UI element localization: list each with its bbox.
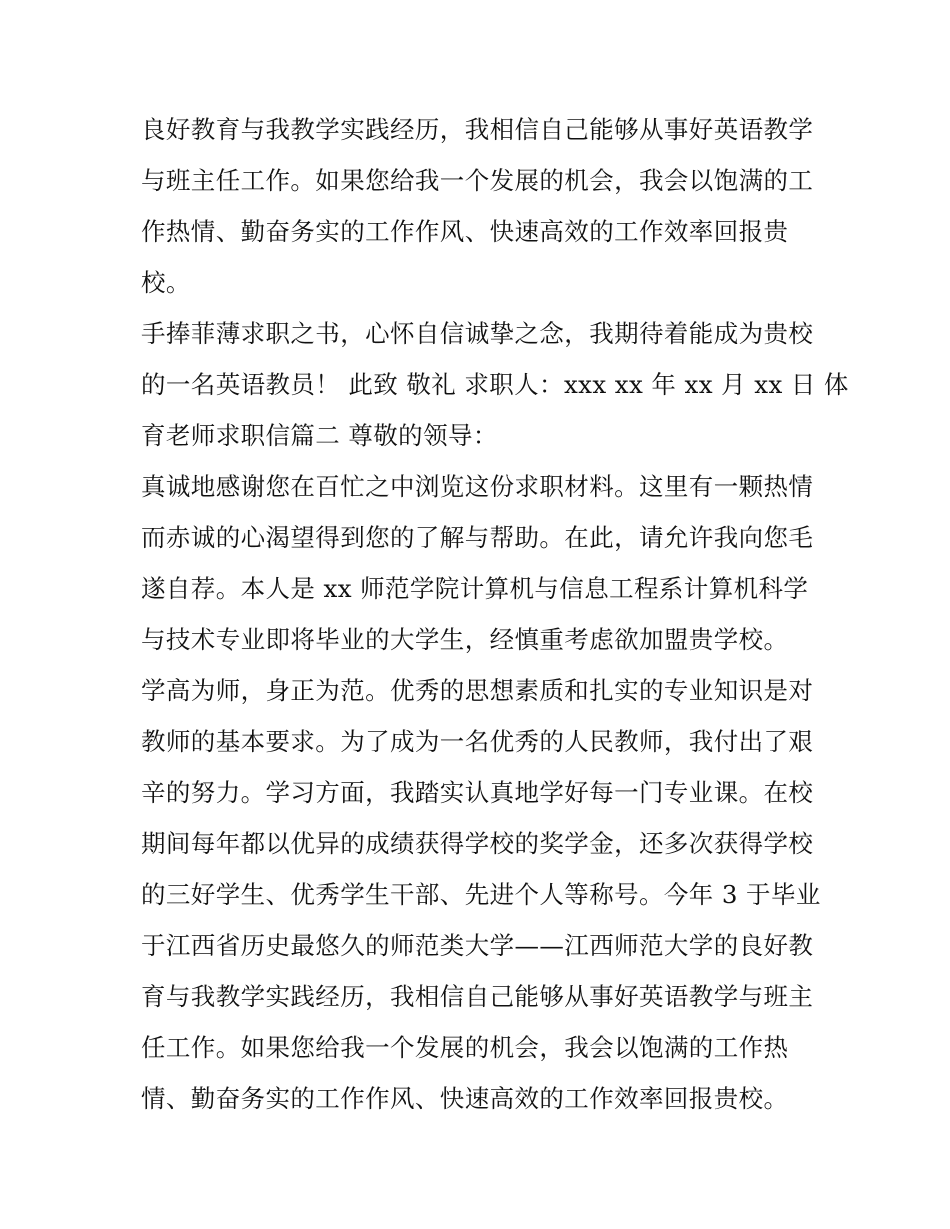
text-line: 而赤诚的心渴望得到您的了解与帮助。在此，请允许我向您毛 — [141, 523, 814, 552]
text-line: 育老师求职信篇二 尊敬的领导： — [141, 421, 498, 450]
document-body — [141, 104, 849, 1124]
text-line: 与技术专业即将毕业的大学生，经慎重考虑欲加盟贵学校。 — [141, 625, 789, 654]
text-line: 教师的基本要求。为了成为一名优秀的人民教师，我付出了艰 — [141, 727, 814, 756]
text-line: 作热情、勤奋务实的工作作风、快速高效的工作效率回报贵 — [141, 217, 789, 246]
text-line: 与班主任工作。如果您给我一个发展的机会，我会以饱满的工 — [141, 166, 814, 195]
text-line: 学高为师，身正为范。优秀的思想素质和扎实的专业知识是对 — [141, 676, 814, 705]
text-line: 期间每年都以优异的成绩获得学校的奖学金，还多次获得学校 — [141, 829, 814, 858]
text-line: 任工作。如果您给我一个发展的机会，我会以饱满的工作热 — [141, 1033, 789, 1062]
text-line: 的一名英语教员！ 此致 敬礼 求职人：xxx xx 年 xx 月 xx 日 体 — [141, 370, 849, 399]
text-line: 情、勤奋务实的工作作风、快速高效的工作效率回报贵校。 — [141, 1084, 789, 1113]
text-line: 良好教育与我教学实践经历，我相信自己能够从事好英语教学 — [141, 115, 814, 144]
text-line: 校。 — [141, 268, 191, 297]
text-line: 育与我教学实践经历，我相信自己能够从事好英语教学与班主 — [141, 982, 814, 1011]
text-line: 遂自荐。本人是 xx 师范学院计算机与信息工程系计算机科学 — [141, 574, 809, 603]
text-line: 真诚地感谢您在百忙之中浏览这份求职材料。这里有一颗热情 — [141, 472, 814, 501]
text-line: 的三好学生、优秀学生干部、先进个人等称号。今年 3 于毕业 — [141, 880, 821, 909]
text-line: 手捧菲薄求职之书，心怀自信诚挚之念，我期待着能成为贵校 — [141, 319, 814, 348]
text-line: 辛的努力。学习方面，我踏实认真地学好每一门专业课。在校 — [141, 778, 814, 807]
text-line: 于江西省历史最悠久的师范类大学——江西师范大学的良好教 — [141, 931, 814, 960]
